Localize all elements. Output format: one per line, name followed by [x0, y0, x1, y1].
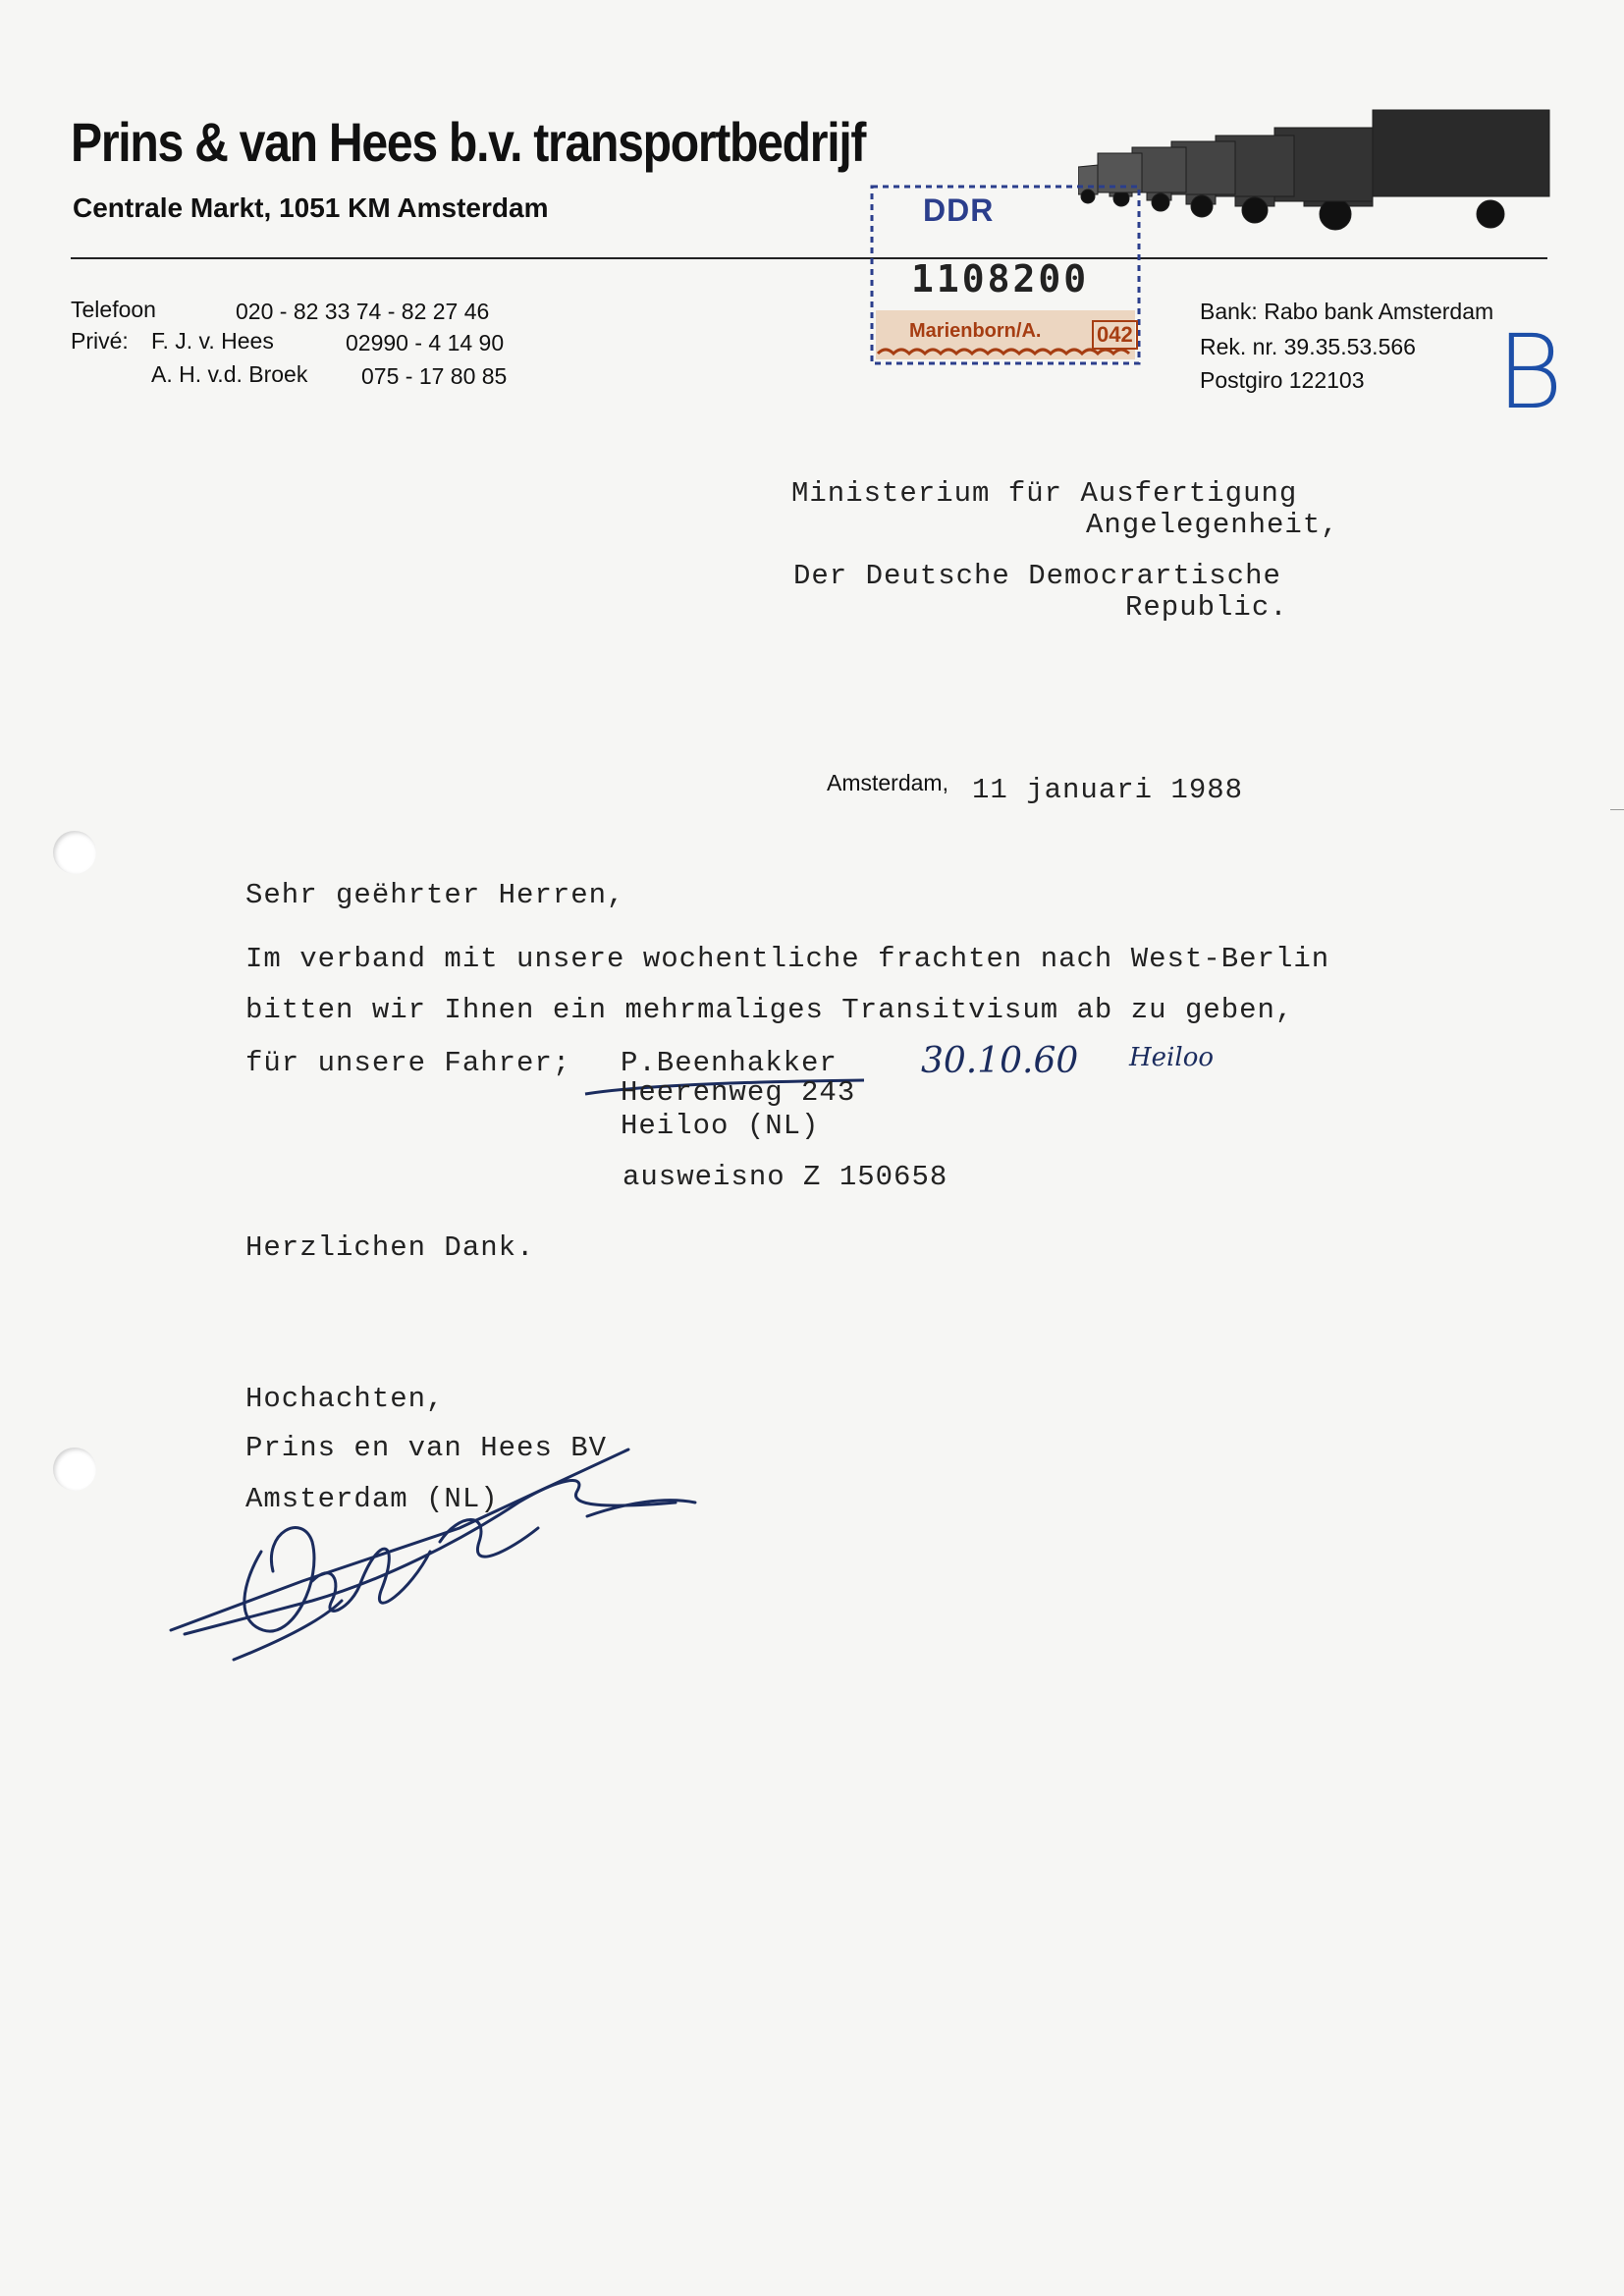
recipient-line-3: Der Deutsche Democrartische [793, 560, 1281, 592]
body-line-1: Im verband mit unsere wochentliche frachten nach West-Berlin [245, 943, 1330, 975]
recipient-line-2: Angelegenheit, [1086, 509, 1339, 541]
recipient-line-1: Ministerium für Ausfertigung [791, 477, 1298, 510]
bank-account-line: Rek. nr. 39.35.53.566 [1200, 334, 1416, 359]
closing-company: Prins en van Hees BV [245, 1432, 608, 1464]
postgiro-line: Postgiro 122103 [1200, 367, 1365, 393]
driver-street: Heerenweg 243 [621, 1076, 856, 1109]
signature [165, 1434, 764, 1669]
company-address: Centrale Markt, 1051 KM Amsterdam [73, 192, 549, 223]
stamp-country: DDR [923, 192, 995, 228]
recipient-line-4: Republic. [1125, 591, 1288, 624]
prive-person-2-name: A. H. v.d. Broek [151, 361, 308, 387]
company-name: Prins & van Hees b.v. transportbedrijf [71, 111, 866, 173]
stamp-place: Marienborn/A. [909, 320, 1042, 342]
closing-city: Amsterdam (NL) [245, 1483, 499, 1515]
bank-line: Bank: Rabo bank Amsterdam [1200, 299, 1494, 324]
prive-person-1-name: F. J. v. Hees [151, 328, 274, 354]
prive-label: Privé: [71, 328, 129, 354]
driver-id: ausweisno Z 150658 [623, 1161, 948, 1193]
driver-name: P.Beenhakker [621, 1047, 838, 1079]
handwritten-mark: B [1496, 312, 1564, 432]
stamp-code: 042 [1092, 320, 1138, 350]
closing-greeting: Hochachten, [245, 1383, 445, 1415]
header-divider [71, 257, 1547, 259]
dateline-place: Amsterdam, [827, 770, 948, 795]
telefoon-number: 020 - 82 33 74 - 82 27 46 [236, 299, 490, 324]
driver-city: Heiloo (NL) [621, 1110, 820, 1142]
fold-mark [1610, 809, 1624, 810]
annotation-birthplace: Heiloo [1129, 1043, 1214, 1072]
driver-intro: für unsere Fahrer; [245, 1047, 571, 1079]
letter-date: 11 januari 1988 [972, 774, 1244, 806]
telefoon-label: Telefoon [71, 297, 156, 322]
salutation: Sehr geëhrter Herren, [245, 879, 625, 911]
prive-person-2-number: 075 - 17 80 85 [361, 363, 508, 389]
punch-hole-top [53, 831, 96, 874]
body-line-2: bitten wir Ihnen ein mehrmaliges Transitvisum ab zu geben, [245, 994, 1294, 1026]
punch-hole-bottom [53, 1448, 96, 1491]
stamp-number: 1108200 [911, 257, 1090, 301]
prive-person-1-number: 02990 - 4 14 90 [346, 330, 505, 355]
closing-thanks: Herzlichen Dank. [245, 1231, 535, 1264]
annotation-birthdate: 30.10.60 [921, 1041, 1079, 1081]
truck-fleet-logo [1078, 98, 1555, 236]
